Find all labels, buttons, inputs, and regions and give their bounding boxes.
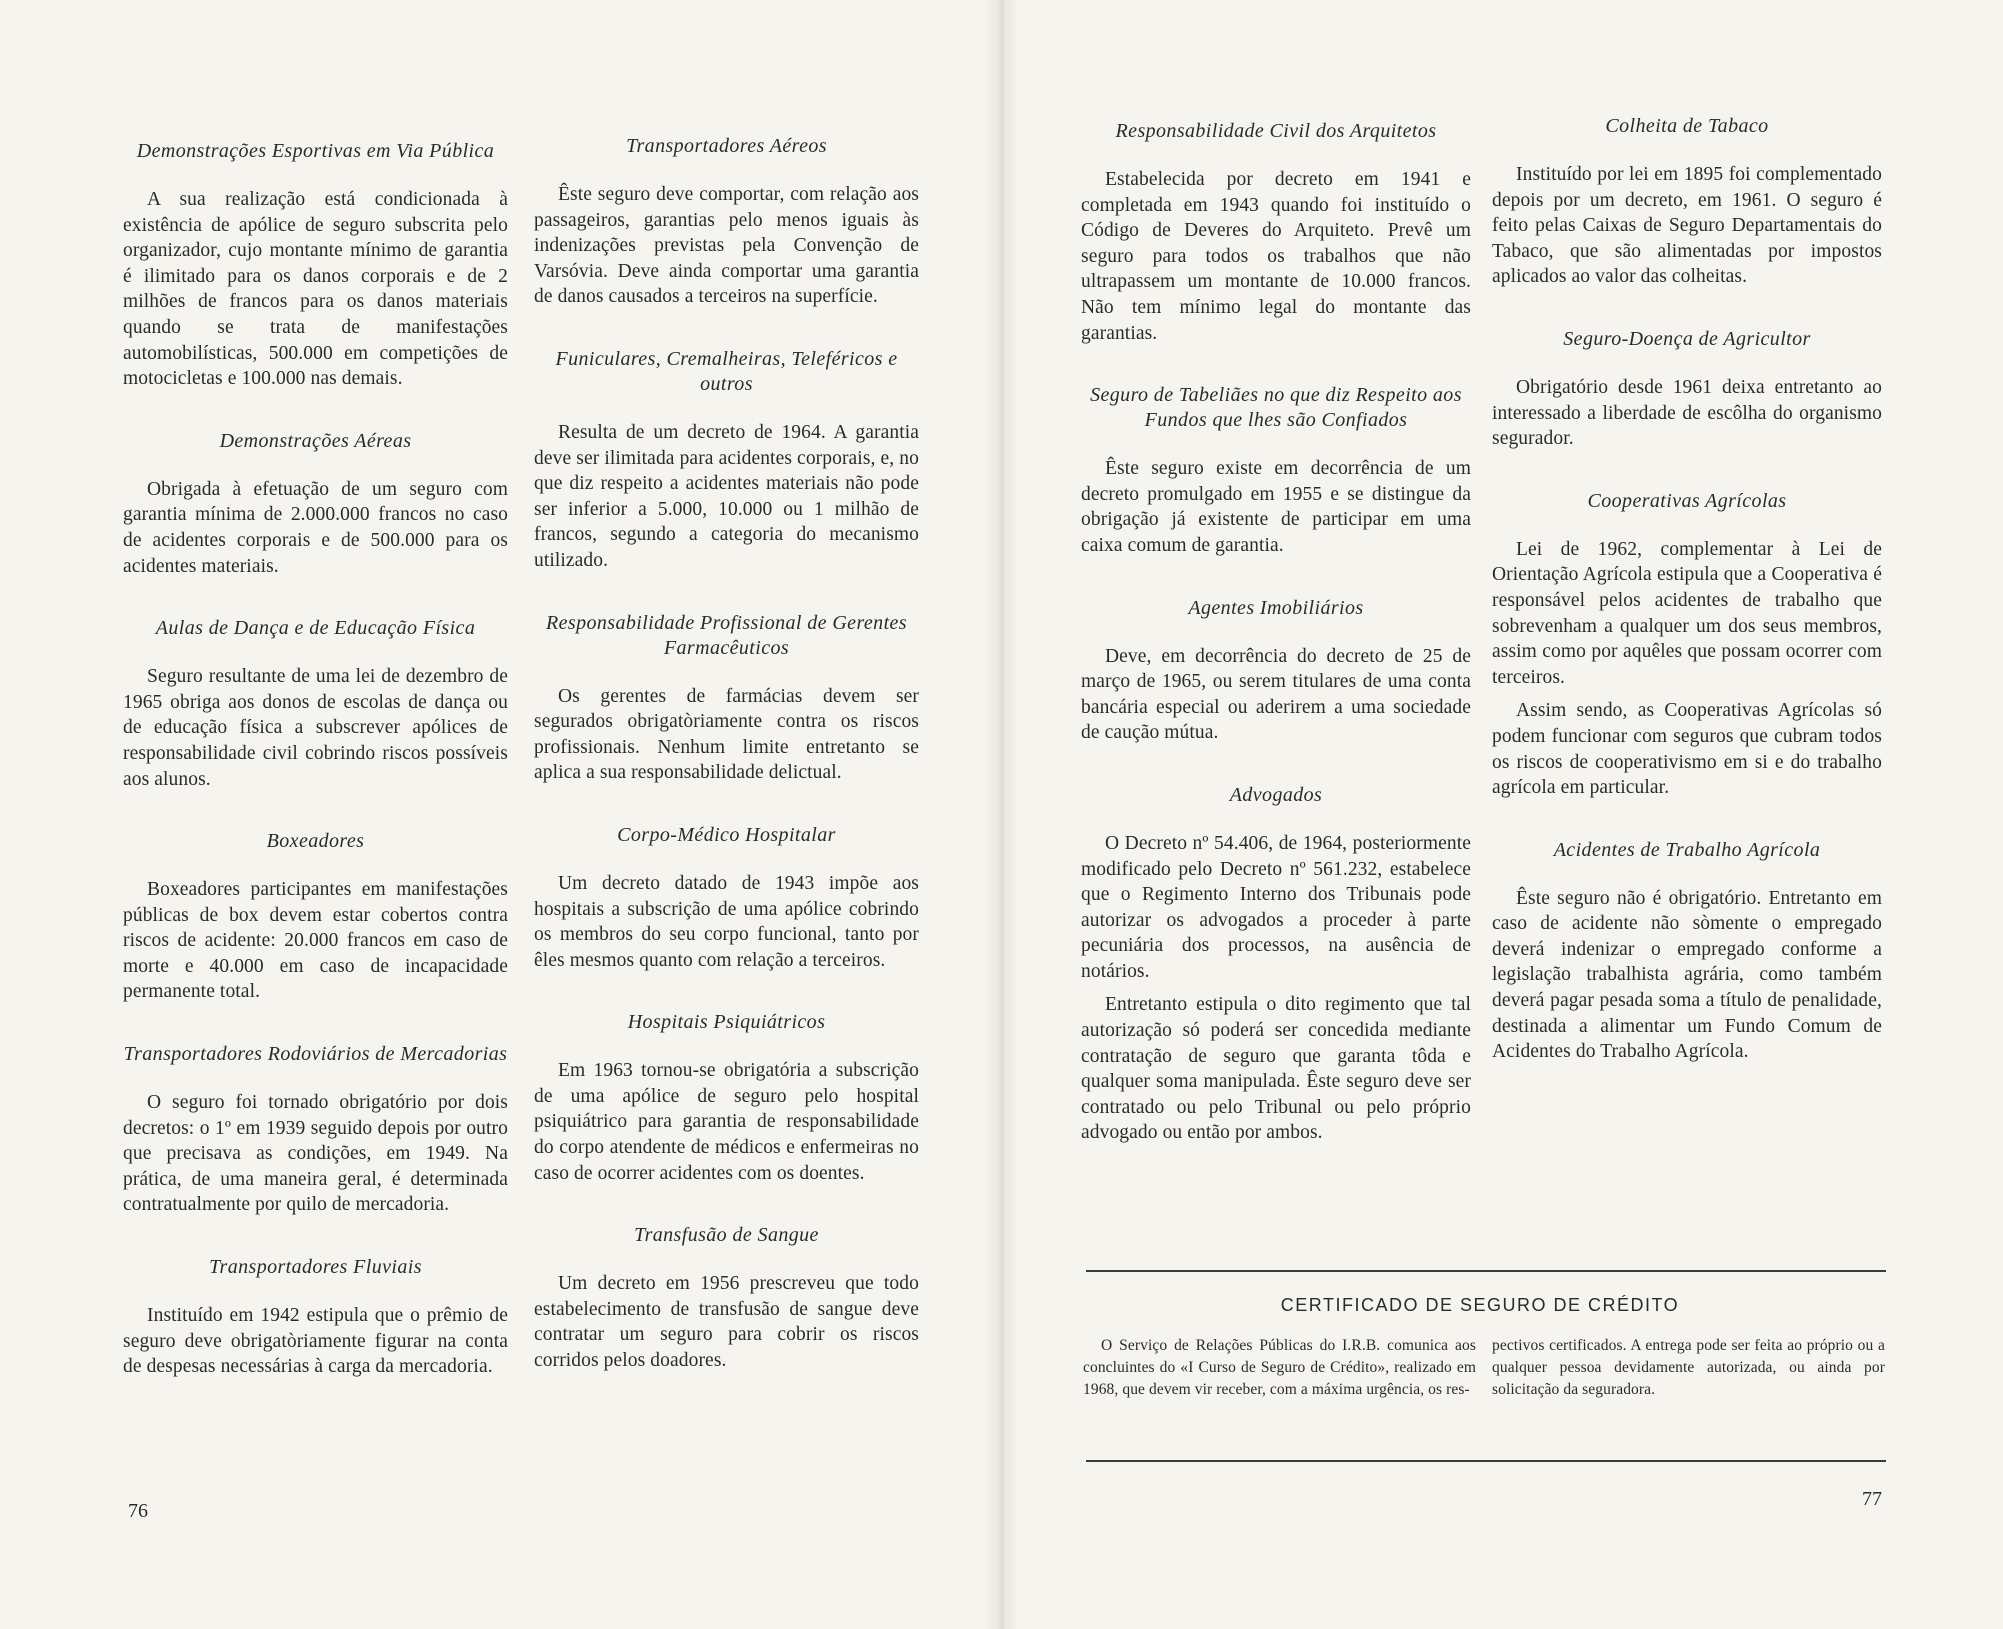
article-section bbox=[123, 829, 508, 1005]
section-paragraph: Os gerentes de farmácias devem ser segurados obrigatòriamente contra os riscos profissionais. Nenhum limite entretanto se aplica a sua responsabilidade delictual. bbox=[534, 685, 919, 784]
section-paragraph: Seguro resultante de uma lei de dezembro de 1965 obriga aos donos de escolas de dança ou de educação física a subscrever apólices de responsabilidade civil cobrindo riscos possíveis aos alunos. bbox=[123, 666, 508, 790]
section-heading: Demonstrações Esportivas em Via Pública bbox=[136, 140, 495, 162]
certificate-text-2: pectivos certificados. A entrega pode ser feita ao próprio ou a qualquer pessoa devidamente autorizada, ou ainda por solicitação da seguradora. bbox=[1492, 1337, 1885, 1398]
article-section bbox=[123, 429, 508, 579]
section-paragraph: Resulta de um decreto de 1964. A garantia deve ser ilimitada para acidentes corporais, e, no que diz respeito a acidentes materiais não pode ser inferior a 5.000, 10.000 ou 1 milhão de francos, segundo a categoria do mecanismo utilizado. bbox=[534, 421, 919, 571]
section-heading: Funiculares, Cremalheiras, Teleféricos e outros bbox=[555, 347, 898, 395]
article-section bbox=[1492, 114, 1882, 290]
left-page-column-1 bbox=[123, 139, 508, 1417]
section-paragraph: Boxeadores participantes em manifestações públicas de box devem estar cobertos contra riscos de acidente: 20.000 francos em caso de morte e 40.000 em caso de incapacidade permanente total. bbox=[123, 879, 508, 1003]
article-section bbox=[534, 611, 919, 786]
section-paragraph: Êste seguro não é obrigatório. Entretanto em caso de acidente não sòmente o empregado deverá indenizar o empregado conforme a legislação trabalhista agrária, como também deverá pagar pesada soma a título de penalidade, destinada a alimentar um Fundo Comum de Acidentes do Trabalho Agrícola. bbox=[1492, 887, 1882, 1063]
section-paragraph: O Decreto nº 54.406, de 1964, posteriormente modificado pelo Decreto nº 561.232, estabelece que o Regimento Interno dos Tribunais pode autorizar os advogados a proceder à parte pecuniária dos processos, na ausência de notários. bbox=[1081, 832, 1471, 982]
article-section bbox=[1081, 783, 1471, 1146]
certificate-title: CERTIFICADO DE SEGURO DE CRÉDITO bbox=[1280, 1295, 1680, 1315]
left-page bbox=[0, 0, 1001, 1629]
certificate-column-1 bbox=[1083, 1335, 1476, 1409]
section-paragraph: Um decreto datado de 1943 impõe aos hospitais a subscrição de uma apólice cobrindo os membros do seu corpo funcional, tanto por êles mesmos quanto com relação a terceiros. bbox=[534, 872, 919, 971]
article-section bbox=[534, 1223, 919, 1373]
article-section bbox=[123, 1255, 508, 1380]
article-section bbox=[534, 1010, 919, 1186]
article-section bbox=[534, 347, 919, 574]
section-heading: Acidentes de Trabalho Agrícola bbox=[1553, 838, 1821, 861]
section-paragraph: Em 1963 tornou-se obrigatória a subscrição de uma apólice de seguro pelo hospital psiquiátrico para garantia de responsabilidade do corpo atendente de médicos e enfermeiras no caso de ocorrer acidentes com os doentes. bbox=[534, 1060, 919, 1184]
article-section bbox=[1081, 383, 1471, 558]
section-paragraph: Entretanto estipula o dito regimento que tal autorização só poderá ser concedida mediante contratação de seguro que garanta tôda e qualquer soma manipulada. Êste seguro deve ser contratado ou pelo Tribunal ou pelo próprio advogado ou então por ambos. bbox=[1081, 994, 1471, 1144]
article-section bbox=[534, 134, 919, 310]
article-section bbox=[1081, 596, 1471, 746]
article-section bbox=[123, 616, 508, 792]
section-paragraph: Êste seguro existe em decorrência de um decreto promulgado em 1955 e se distingue da obrigação já existente de participar em uma caixa comum de garantia. bbox=[1081, 458, 1471, 556]
section-paragraph: Estabelecida por decreto em 1941 e completada em 1943 quando foi instituído o Código de Deveres do Arquiteto. Prevê um seguro para todos os trabalhos que não ultrapassem um montante de 10.000 francos. Não tem mínimo legal do montante das garantias. bbox=[1081, 169, 1471, 344]
section-paragraph: Assim sendo, as Cooperativas Agrícolas só podem funcionar com seguros que cubram todos os riscos de cooperativismo em si e do trabalho agrícola em particular. bbox=[1492, 700, 1882, 799]
section-heading: Advogados bbox=[1229, 783, 1323, 806]
section-paragraph: O seguro foi tornado obrigatório por dois decretos: o 1º em 1939 seguido depois por outro que precisava as condições, em 1949. Na prática, de uma maneira geral, é determinada contratualmente por quilo de mercadoria. bbox=[123, 1092, 508, 1216]
section-heading: Cooperativas Agrícolas bbox=[1587, 489, 1787, 512]
article-section bbox=[123, 139, 508, 392]
section-heading: Boxeadores bbox=[266, 830, 365, 853]
top-rule bbox=[1086, 1270, 1886, 1272]
right-page-column-2 bbox=[1492, 114, 1882, 1102]
section-heading: Colheita de Tabaco bbox=[1605, 115, 1769, 137]
section-heading: Transportadores Rodoviários de Mercadorias bbox=[123, 1043, 508, 1066]
section-paragraph: Obrigatório desde 1961 deixa entretanto ao interessado a liberdade de escôlha do organismo segurador. bbox=[1492, 376, 1882, 450]
section-paragraph: Obrigada à efetuação de um seguro com garantia mínima de 2.000.000 francos no caso de acidentes corporais e de 500.000 para os acidentes materiais. bbox=[123, 478, 508, 577]
article-section bbox=[1492, 838, 1882, 1065]
section-heading: Transportadores Fluviais bbox=[209, 1256, 422, 1279]
section-paragraph: Instituído em 1942 estipula que o prêmio de seguro deve obrigatòriamente figurar na conta de despesas necessárias à carga da mercadoria. bbox=[123, 1305, 508, 1378]
left-page-column-2 bbox=[534, 134, 919, 1411]
certificate-text-1: O Serviço de Relações Públicas do I.R.B. comunica aos concluintes do «I Curso de Seguro de Crédito», realizado em 1968, que devem vir receber, com a máxima urgência, os res- bbox=[1083, 1337, 1476, 1398]
section-heading: Responsabilidade Profissional de Gerentes Farmacêuticos bbox=[546, 611, 907, 659]
section-heading: Responsabilidade Civil dos Arquitetos bbox=[1115, 120, 1437, 142]
article-section bbox=[123, 1042, 508, 1218]
section-paragraph: Deve, em decorrência do decreto de 25 de março de 1965, ou serem titulares de uma conta bancária especial ou aderirem a uma sociedade de caução mútua. bbox=[1081, 645, 1471, 744]
section-heading: Corpo-Médico Hospitalar bbox=[617, 823, 836, 846]
section-heading: Transportadores Aéreos bbox=[626, 135, 827, 157]
right-page-column-1 bbox=[1081, 119, 1471, 1183]
bottom-rule bbox=[1086, 1460, 1886, 1462]
section-paragraph: A sua realização está condicionada à existência de apólice de seguro subscrita pelo organizador, cujo montante mínimo de garantia é ilimitado para os danos corporais e de 2 milhões de francos para os danos materiais quando se trata de manifestações automobilísticas, 500.000 em competições de motocicletas e 100.000 nas demais. bbox=[123, 189, 508, 390]
section-paragraph: Lei de 1962, complementar à Lei de Orientação Agrícola estipula que a Cooperativa é responsável pelos acidentes de trabalho que sobrevenham a qualquer um dos seus membros, assim como por aquêles que possam ocorrer com terceiros. bbox=[1492, 538, 1882, 688]
article-section bbox=[1492, 327, 1882, 452]
section-heading: Hospitais Psiquiátricos bbox=[627, 1011, 826, 1034]
section-paragraph: Êste seguro deve comportar, com relação aos passageiros, garantias pelo menos iguais às indenizações previstas pela Convenção de Varsóvia. Deve ainda comportar uma garantia de danos causados a terceiros na superfície. bbox=[534, 184, 919, 308]
section-heading: Seguro-Doença de Agricultor bbox=[1563, 327, 1811, 350]
section-paragraph: Instituído por lei em 1895 foi complementado depois por um decreto, em 1961. O seguro é feito pelas Caixas de Seguro Departamentais do Tabaco, que são alimentadas por impostos aplicados ao valor das colheitas. bbox=[1492, 164, 1882, 288]
section-paragraph: Um decreto em 1956 prescreveu que todo estabelecimento de transfusão de sangue deve contratar um seguro para cobrir os riscos corridos pelos doadores. bbox=[534, 1273, 919, 1372]
page-number-right: 77 bbox=[1862, 1488, 1882, 1510]
page-number-left: 76 bbox=[128, 1500, 148, 1522]
article-section bbox=[1081, 119, 1471, 346]
article-section bbox=[1492, 489, 1882, 801]
section-heading: Transfusão de Sangue bbox=[634, 1224, 819, 1247]
section-heading: Aulas de Dança e de Educação Física bbox=[155, 617, 476, 640]
article-section bbox=[534, 823, 919, 973]
section-heading: Seguro de Tabeliães no que diz Respeito aos Fundos que lhes são Confiados bbox=[1090, 384, 1462, 432]
section-heading: Demonstrações Aéreas bbox=[219, 429, 412, 452]
section-heading: Agentes Imobiliários bbox=[1188, 596, 1364, 619]
certificate-column-2 bbox=[1492, 1335, 1885, 1409]
